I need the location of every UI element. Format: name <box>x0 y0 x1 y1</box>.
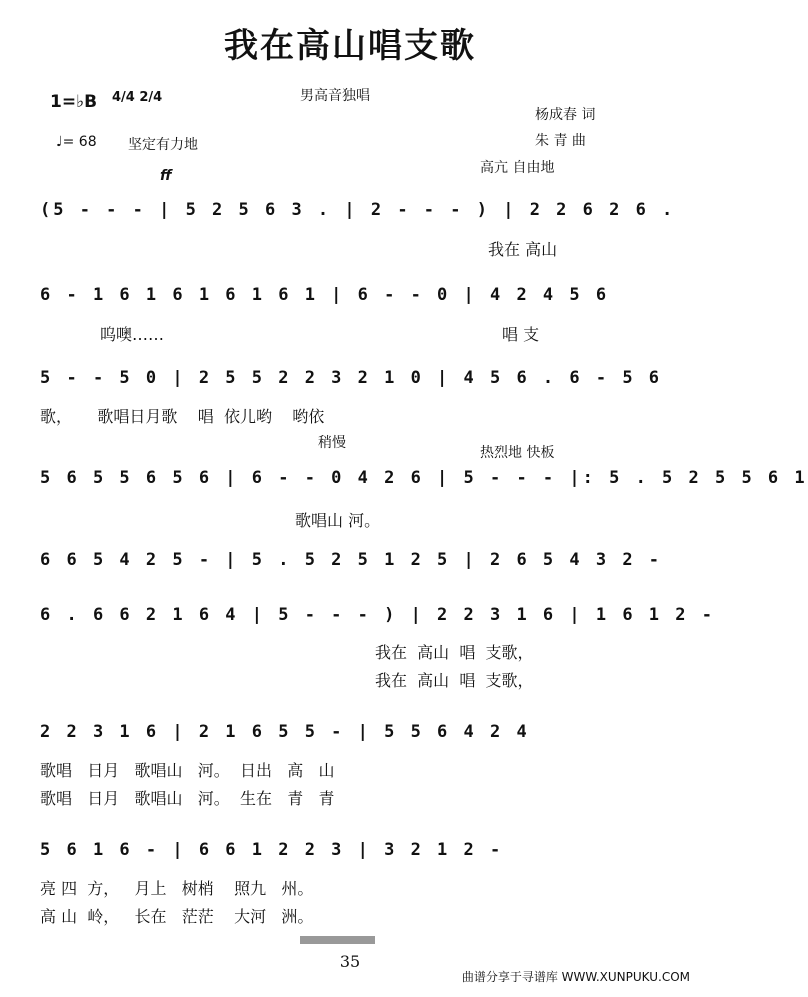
lyric-text: 歌唱 日月 歌唱山 河。 生在 青 青 <box>40 789 335 808</box>
lyric-line-7a <box>40 758 660 780</box>
key-signature: 1=♭B <box>50 92 98 112</box>
row-notes: 5 - - 5 0 | 2 5 5 2 2 3 2 1 0 | 4 5 6 . 6 - 5 6 <box>40 368 663 388</box>
lyric-text: 我在 高山 唱 支歌， <box>375 643 534 662</box>
notation-row-1 <box>40 200 676 240</box>
lyric-text: 歌唱 日月 歌唱山 河。 日出 高 山 <box>40 761 335 780</box>
performer: 男高音独唱 <box>300 88 370 104</box>
page-decoration <box>300 936 375 944</box>
lyric-text: 我在 高山 <box>488 240 558 259</box>
row-notes: 5 6 5 5 6 5 6 | 6 - - 0 4 2 6 | 5 - - - |: 5 . 5 2 5 5 6 1 <box>40 468 808 488</box>
row-notes: 6 . 6 6 2 1 6 4 | 5 - - - ) | 2 2 3 1 6 | 1 6 1 2 - <box>40 605 715 625</box>
notation-row-2 <box>40 285 660 325</box>
row-notes: (5 - - - | 5 2 5 6 3 . | 2 - - - ) | 2 2 6 2 6 . <box>40 200 676 220</box>
lyric-line-7b <box>40 786 660 808</box>
tempo: ♩= 68 <box>56 134 97 150</box>
marking-free: 高亢 自由地 <box>480 160 555 176</box>
lyric-text: 歌， 歌唱日月歌 唱 依儿哟 哟依 <box>40 407 325 426</box>
marking-fast: 热烈地 快板 <box>480 445 555 461</box>
notation-row-7 <box>40 722 660 762</box>
lyric-text: 唱 支 <box>502 325 540 344</box>
lyric-text: 歌唱山 河。 <box>295 511 381 530</box>
composer: 朱 青 曲 <box>535 133 586 149</box>
lyric-text: 我在 高山 唱 支歌， <box>375 671 534 690</box>
lyric-line-8b <box>40 904 660 926</box>
time-signature: 4/4 2/4 <box>112 90 163 105</box>
lyricist: 杨成春 词 <box>535 107 596 123</box>
lyric-line-1 <box>40 237 660 259</box>
marking-slow: 稍慢 <box>318 435 346 451</box>
page-number: 35 <box>339 952 361 971</box>
lyric-line-3 <box>40 404 660 426</box>
notation-row-3 <box>40 368 663 408</box>
expression: 坚定有力地 <box>128 137 198 153</box>
footer-watermark: 曲谱分享于寻谱库 WWW.XUNPUKU.COM <box>461 970 690 984</box>
lyric-line-2 <box>40 322 660 344</box>
notation-row-4 <box>40 468 808 508</box>
row-notes: 6 6 5 4 2 5 - | 5 . 5 2 5 1 2 5 | 2 6 5 4 3 2 - <box>40 550 663 570</box>
notation-row-6 <box>40 605 715 645</box>
song-title: 我在高山唱支歌 <box>224 26 476 66</box>
lyric-line-4 <box>40 508 660 530</box>
lyric-line-8a <box>40 876 660 898</box>
notation-row-5 <box>40 550 663 590</box>
dynamic-mark: ff <box>160 168 172 184</box>
row-notes: 6 - 1 6 1 6 1 6 1 6 1 | 6 - - 0 | 4 2 4 5 6 <box>40 285 610 305</box>
lyric-text: 呜噢…… <box>100 325 165 344</box>
row-notes: 5 6 1 6 - | 6 6 1 2 2 3 | 3 2 1 2 - <box>40 840 504 860</box>
lyric-line-6a <box>40 640 660 662</box>
lyric-text: 亮 四 方， 月上 树梢 照九 州。 <box>40 879 314 898</box>
lyric-line-6b <box>40 668 660 690</box>
notation-row-8 <box>40 840 660 880</box>
lyric-text: 高 山 岭， 长在 茫茫 大河 洲。 <box>40 907 314 926</box>
row-notes: 2 2 3 1 6 | 2 1 6 5 5 - | 5 5 6 4 2 4 <box>40 722 530 742</box>
